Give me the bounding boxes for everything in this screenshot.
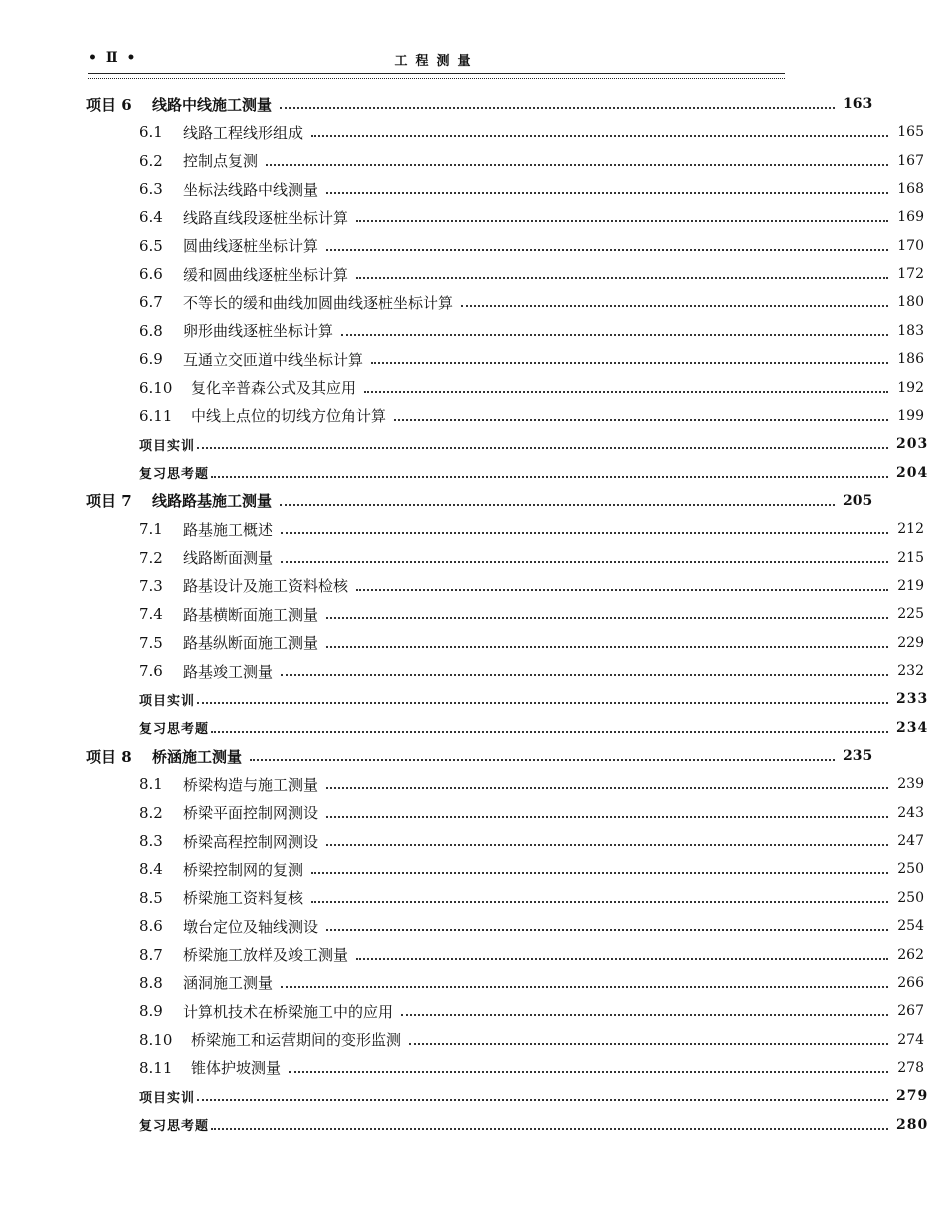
toc-section-entry <box>0 517 924 541</box>
toc-dot-leader <box>281 561 888 563</box>
toc-entry-number: 6.3 <box>139 180 163 199</box>
toc-entry-title: 复化辛普森公式及其应用 <box>191 379 357 397</box>
toc-entry-page: 250 <box>897 861 924 878</box>
toc-entry-number: 6.4 <box>139 208 163 227</box>
toc-entry-title: 线路工程线形组成 <box>183 123 304 142</box>
toc-entry-number: 7.3 <box>139 576 163 595</box>
toc-entry-number: 项目 7 <box>86 492 132 511</box>
toc-entry-page: 239 <box>897 776 924 793</box>
toc-dot-leader <box>266 164 888 166</box>
toc-entry-page: 215 <box>897 549 924 566</box>
toc-dot-leader <box>281 532 888 534</box>
toc-entry-page: 232 <box>897 663 924 679</box>
toc-entry-title: 中线上点位的切线方位角计算 <box>191 407 387 426</box>
toc-extra-entry <box>0 687 928 711</box>
toc-entry-number: 8.2 <box>139 803 163 822</box>
toc-entry-title: 复习思考题 <box>139 722 210 738</box>
toc-dot-leader <box>211 1128 888 1130</box>
page-number: • Ⅱ • <box>88 50 138 66</box>
toc-entry-number: 6.6 <box>139 265 163 284</box>
toc-dot-leader <box>311 135 888 137</box>
toc-entry-title: 路基竣工测量 <box>183 662 274 681</box>
toc-entry-number: 6.2 <box>139 151 163 170</box>
toc-entry-title: 线路路基施工测量 <box>152 492 273 511</box>
toc-section-entry <box>0 971 924 995</box>
toc-dot-leader <box>326 192 888 194</box>
toc-entry-title: 桥梁施工放样及竣工测量 <box>183 946 349 964</box>
toc-chapter-entry <box>0 92 871 116</box>
toc-entry-page: 172 <box>897 266 924 283</box>
toc-dot-leader <box>326 929 888 931</box>
toc-entry-title: 复习思考题 <box>139 467 210 483</box>
toc-section-entry <box>0 120 924 144</box>
toc-section-entry <box>0 886 924 910</box>
toc-dot-leader <box>409 1043 888 1045</box>
toc-dot-leader <box>197 1099 888 1101</box>
toc-entry-title: 圆曲线逐桩坐标计算 <box>183 237 319 256</box>
toc-entry-page: 250 <box>897 889 924 906</box>
toc-entry-page: 229 <box>897 634 924 651</box>
toc-entry-number: 8.11 <box>139 1058 173 1077</box>
toc-entry-title: 线路直线段逐桩坐标计算 <box>183 208 349 227</box>
toc-section-entry <box>0 602 924 626</box>
toc-entry-page: 170 <box>897 237 924 254</box>
toc-entry-title: 桥涵施工测量 <box>152 747 243 766</box>
toc-dot-leader <box>371 362 888 364</box>
toc-entry-page: 247 <box>897 833 924 850</box>
toc-section-entry <box>0 999 924 1023</box>
toc-dot-leader <box>326 617 888 619</box>
toc-entry-number: 6.8 <box>139 321 163 340</box>
toc-section-entry <box>0 943 924 967</box>
toc-entry-page: 199 <box>897 407 924 424</box>
toc-section-entry <box>0 631 924 655</box>
toc-entry-title: 路基横断面施工测量 <box>183 605 319 624</box>
toc-section-entry <box>0 1028 924 1052</box>
toc-section-entry <box>0 376 924 400</box>
page-header <box>88 50 785 72</box>
toc-entry-number: 6.9 <box>139 350 163 369</box>
toc-section-entry <box>0 234 924 258</box>
toc-entry-number: 项目 8 <box>86 747 132 766</box>
toc-entry-number: 6.7 <box>139 293 163 312</box>
toc-entry-number: 7.5 <box>139 633 163 652</box>
toc-entry-number: 8.8 <box>139 973 163 992</box>
toc-entry-page: 262 <box>897 946 924 963</box>
toc-dot-leader <box>461 305 888 307</box>
toc-section-entry <box>0 149 924 173</box>
toc-extra-entry <box>0 1113 928 1137</box>
toc-entry-number: 8.1 <box>139 775 163 794</box>
toc-entry-title: 计算机技术在桥梁施工中的应用 <box>183 1002 394 1021</box>
toc-entry-page: 266 <box>897 974 924 991</box>
toc-dot-leader <box>326 249 888 251</box>
toc-entry-page: 219 <box>897 577 924 594</box>
toc-entry-title: 桥梁施工资料复核 <box>183 889 304 908</box>
toc-entry-number: 项目 6 <box>86 95 132 114</box>
toc-section-entry <box>0 659 924 683</box>
toc-extra-entry <box>0 432 928 456</box>
toc-section-entry <box>0 829 924 853</box>
toc-dot-leader <box>311 872 888 874</box>
toc-dot-leader <box>356 220 888 222</box>
toc-entry-page: 203 <box>896 436 928 453</box>
toc-entry-page: 243 <box>897 804 924 821</box>
toc-entry-page: 205 <box>843 492 873 509</box>
toc-entry-title: 路基纵断面施工测量 <box>183 634 319 653</box>
toc-dot-leader <box>356 958 888 960</box>
toc-dot-leader <box>401 1014 888 1016</box>
toc-entry-number: 6.11 <box>139 406 173 425</box>
toc-extra-entry <box>0 1084 928 1108</box>
toc-entry-title: 桥梁高程控制网测设 <box>183 832 319 851</box>
header-rule <box>88 73 785 79</box>
toc-dot-leader <box>211 731 888 733</box>
toc-dot-leader <box>281 674 888 676</box>
toc-entry-title: 项目实训 <box>139 1090 196 1106</box>
toc-section-entry <box>0 801 924 825</box>
toc-dot-leader <box>250 759 835 761</box>
toc-entry-page: 233 <box>896 691 928 708</box>
toc-extra-entry <box>0 461 928 485</box>
toc-section-entry <box>0 857 924 881</box>
toc-dot-leader <box>280 504 835 506</box>
toc-entry-page: 180 <box>897 294 924 311</box>
toc-entry-page: 279 <box>896 1088 928 1105</box>
toc-section-entry <box>0 404 924 428</box>
toc-dot-leader <box>326 844 888 846</box>
toc-entry-title: 卵形曲线逐桩坐标计算 <box>183 322 334 341</box>
toc-dot-leader <box>326 787 888 789</box>
toc-entry-title: 坐标法线路中线测量 <box>183 180 319 199</box>
toc-dot-leader <box>356 277 888 279</box>
toc-entry-title: 复习思考题 <box>139 1119 210 1135</box>
toc-entry-title: 桥梁控制网的复测 <box>183 860 304 879</box>
toc-section-entry <box>0 914 924 938</box>
toc-section-entry <box>0 177 924 201</box>
toc-entry-title: 桥梁平面控制网测设 <box>183 804 319 823</box>
toc-entry-number: 8.3 <box>139 832 163 851</box>
toc-entry-page: 167 <box>897 152 924 169</box>
toc-dot-leader <box>326 816 888 818</box>
toc-entry-page: 254 <box>897 918 924 935</box>
toc-entry-page: 169 <box>897 209 924 226</box>
toc-section-entry <box>0 1056 924 1080</box>
toc-entry-number: 8.7 <box>139 945 163 964</box>
toc-section-entry <box>0 319 924 343</box>
toc-entry-number: 8.5 <box>139 888 163 907</box>
toc-entry-title: 桥梁施工和运营期间的变形监测 <box>191 1031 402 1050</box>
toc-entry-number: 7.6 <box>139 662 163 680</box>
toc-entry-page: 163 <box>843 96 873 112</box>
toc-dot-leader <box>326 646 888 648</box>
toc-entry-number: 7.2 <box>139 548 163 567</box>
toc-extra-entry <box>0 716 928 740</box>
toc-dot-leader <box>311 901 888 903</box>
toc-entry-title: 锥体护坡测量 <box>191 1059 282 1078</box>
toc-entry-title: 互通立交匝道中线坐标计算 <box>183 350 364 369</box>
toc-entry-number: 8.4 <box>139 860 163 879</box>
toc-entry-title: 缓和圆曲线逐桩坐标计算 <box>183 265 349 284</box>
toc-entry-title: 路基施工概述 <box>183 520 274 539</box>
toc-entry-title: 项目实训 <box>139 438 196 454</box>
toc-section-entry <box>0 546 924 570</box>
toc-dot-leader <box>197 702 888 704</box>
toc-entry-number: 7.1 <box>139 520 163 539</box>
toc-entry-page: 278 <box>897 1059 924 1076</box>
toc-entry-title: 控制点复测 <box>183 152 259 171</box>
toc-entry-title: 不等长的缓和曲线加圆曲线逐桩坐标计算 <box>183 293 454 312</box>
toc-entry-page: 192 <box>897 379 924 396</box>
toc-entry-number: 8.6 <box>139 917 163 936</box>
toc-dot-leader <box>289 1071 888 1073</box>
toc-entry-number: 6.1 <box>139 123 163 142</box>
toc-entry-page: 183 <box>897 322 924 339</box>
toc-entry-number: 6.5 <box>139 236 163 255</box>
toc-entry-title: 项目实训 <box>139 693 196 709</box>
toc-entry-page: 274 <box>897 1031 924 1048</box>
toc-entry-page: 204 <box>896 464 928 481</box>
toc-section-entry <box>0 262 924 286</box>
toc-entry-title: 线路断面测量 <box>183 549 274 568</box>
toc-entry-number: 8.10 <box>139 1030 173 1049</box>
toc-entry-page: 165 <box>897 124 924 141</box>
toc-entry-title: 涵洞施工测量 <box>183 974 274 993</box>
toc-section-entry <box>0 290 924 314</box>
toc-dot-leader <box>356 589 888 591</box>
toc-entry-page: 186 <box>897 351 924 368</box>
toc-entry-page: 280 <box>896 1116 928 1133</box>
toc-dot-leader <box>211 476 888 478</box>
toc-chapter-entry <box>0 744 871 768</box>
toc-entry-page: 212 <box>897 521 924 538</box>
book-title: 工程测量 <box>394 54 479 69</box>
toc-entry-number: 8.9 <box>139 1002 163 1021</box>
toc-entry-title: 墩台定位及轴线测设 <box>183 917 319 936</box>
toc-entry-number: 7.4 <box>139 605 163 624</box>
toc-section-entry <box>0 574 924 598</box>
toc-dot-leader <box>197 447 888 449</box>
toc-entry-page: 267 <box>897 1003 924 1020</box>
toc-entry-title: 路基设计及施工资料检核 <box>183 577 349 596</box>
toc-entry-number: 6.10 <box>139 378 173 397</box>
toc-entry-title: 线路中线施工测量 <box>152 95 273 114</box>
toc-entry-page: 234 <box>896 719 928 736</box>
toc-dot-leader <box>394 419 888 421</box>
toc-entry-page: 235 <box>843 748 873 765</box>
toc-dot-leader <box>364 391 888 393</box>
toc-entry-page: 225 <box>897 606 924 623</box>
toc-section-entry <box>0 347 924 371</box>
toc-entry-title: 桥梁构造与施工测量 <box>183 775 319 794</box>
toc-section-entry <box>0 772 924 796</box>
toc-dot-leader <box>280 107 835 109</box>
toc-dot-leader <box>281 986 888 988</box>
toc-section-entry <box>0 205 924 229</box>
toc-chapter-entry <box>0 489 871 513</box>
toc-entry-page: 168 <box>897 181 924 198</box>
toc-dot-leader <box>341 334 888 336</box>
